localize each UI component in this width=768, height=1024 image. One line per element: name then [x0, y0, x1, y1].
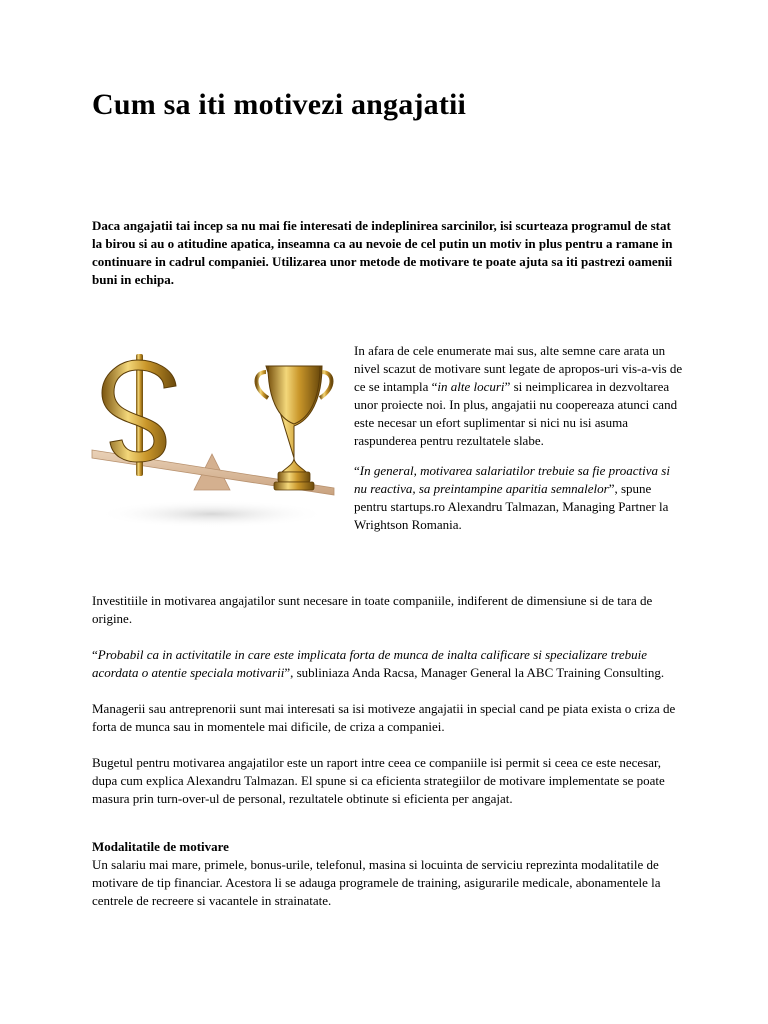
section-heading: Modalitatile de motivare: [92, 839, 229, 854]
body-paragraph-3: Managerii sau antreprenorii sunt mai interesati sa isi motiveze angajatii in special cand pe piata exista o criza de forta de munca sau in momentele mai dificile, de criza a companiei.: [92, 701, 676, 734]
page-title: Cum sa iti motivezi angajatii: [92, 88, 467, 121]
body-paragraph-1: Investitiile in motivarea angajatilor sunt necesare in toate companiile, indiferent de dimensiune si de tara de origine.: [92, 593, 653, 626]
body-paragraph-2: “Probabil ca in activitatile in care este implicata forta de munca de inalta calificare si specializare trebuie acordata o atentie speciala motivarii”, subliniaza Anda Racsa, Manager General la ABC Training Consulting.: [92, 647, 665, 680]
quoted-phrase: in alte locuri: [437, 379, 505, 394]
side-paragraph-1: In afara de cele enumerate mai sus, alte semne care arata un nivel scazut de motivare sunt legate de apropos-uri vis-a-vis de ce se intampla “in alte locuri” si neimplicarea in dezvoltarea unor proiecte noi. In plus, angajatii nu coopereaza atunci cand este necesar un efort suplimentar si nici nu isi asuma raspunderea pentru rezultatele slabe.: [354, 343, 683, 448]
scale-shadow: [97, 500, 327, 528]
dollar-vs-trophy-scale-image: [88, 338, 336, 584]
side-paragraph-2: “In general, motivarea salariatilor trebuie sa fie proactiva si nu reactiva, sa preintampine aparitia semnalelor”, spune pentru startups.ro Alexandru Talmazan, Managing Partner la Wrightson Romania.: [354, 463, 670, 532]
article-body: [92, 592, 686, 928]
scale-illustration: [88, 338, 336, 584]
body-paragraph-5: Modalitatile de motivare Un salariu mai mare, primele, bonus-urile, telefonul, masina si locuinta de serviciu reprezinta modalitatile de motivare de tip financiar. Acestora li se adauga programele de training, asigurarile medicale, abonamentele la centrele de recreere si vacantele in strainatate.: [92, 838, 686, 910]
intro-paragraph: Daca angajatii tai incep sa nu mai fie interesati de indeplinirea sarcinilor, isi scurteaza programul de stat la birou si au o atitudine apatica, inseamna ca au nevoie de cel putin un motiv in plus pentru a ramane in continuare in cadrul companiei. Utilizarea unor metode de motivare te poate ajuta sa iti pastrezi oamenii buni in echipa.: [92, 218, 673, 287]
trophy-icon: [257, 366, 332, 490]
side-text-column: [354, 342, 684, 546]
body-paragraph-4: Bugetul pentru motivarea angajatilor este un raport intre ceea ce companiile isi permit si ceea ce este necesar, dupa cum explica Alexandru Talmazan. El spune si ca eficienta strategiilor de motivare implementate se poate masura prin turn-over-ul de personal, rezultatele obtinute si eficienta per angajat.: [92, 755, 665, 806]
quote-talmazan: In general, motivarea salariatilor trebuie sa fie proactiva si nu reactiva, sa preintampine aparitia semnalelor: [354, 463, 670, 496]
quote-racsa: Probabil ca in activitatile in care este implicata forta de munca de inalta calificare si specializare trebuie acordata o atentie speciala motivarii: [92, 647, 648, 680]
